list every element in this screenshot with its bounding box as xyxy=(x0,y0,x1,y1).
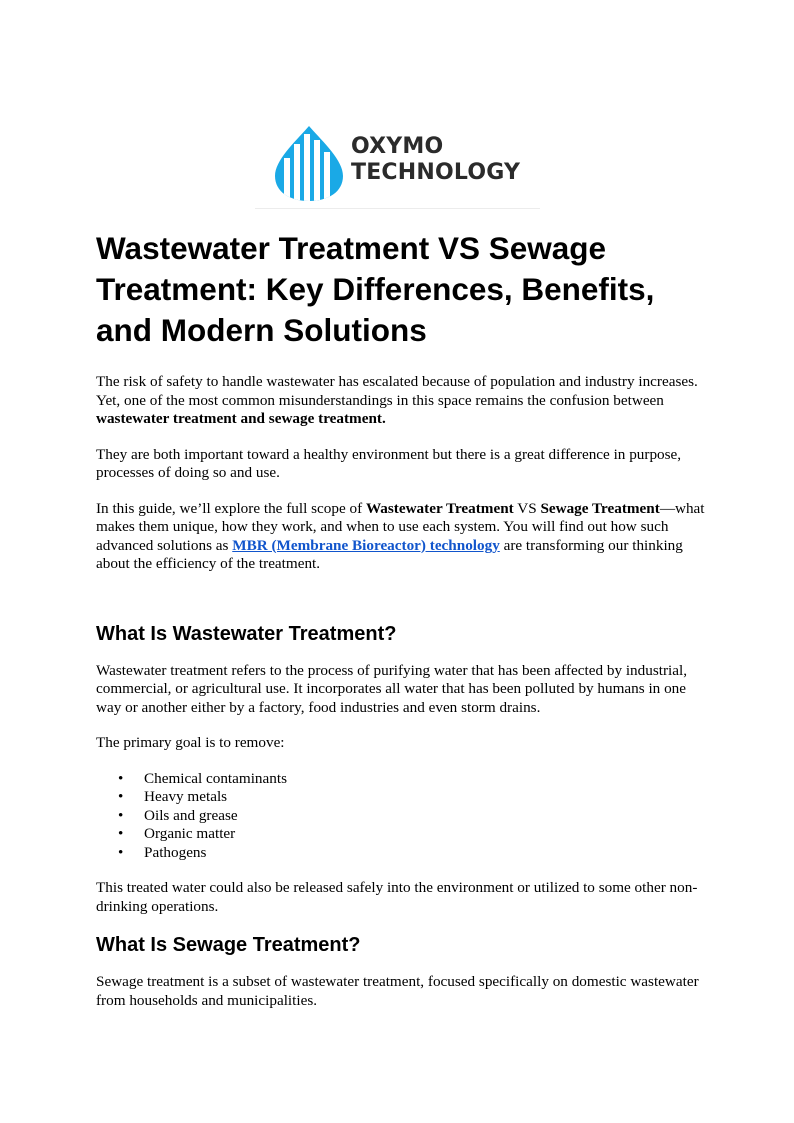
bullet-icon: • xyxy=(118,769,124,787)
list-item xyxy=(118,770,706,789)
section-heading-sewage: What Is Sewage Treatment? xyxy=(96,934,361,956)
list-item xyxy=(118,788,706,807)
list-item-label: Chemical contaminants xyxy=(144,769,287,787)
company-logo xyxy=(255,120,540,212)
contaminants-list xyxy=(118,770,706,863)
intro-text: —what makes them unique, how they work, and when to use each system. You will find out how such advanced solutions as xyxy=(96,499,705,554)
list-item-label: Oils and grease xyxy=(144,806,238,824)
intro-bold: wastewater treatment and sewage treatment. xyxy=(96,410,386,427)
section1-paragraph-3: This treated water could also be released safely into the environment or utilized to some other non-drinking operations. xyxy=(96,879,698,915)
bullet-icon: • xyxy=(118,825,124,842)
list-item xyxy=(118,844,706,863)
intro-paragraph-2: They are both important toward a healthy environment but there is a great difference in purpose, processes of doing so and use. xyxy=(96,445,682,481)
logo-line-1: OXYMO xyxy=(351,134,444,159)
intro-bold: Sewage Treatment xyxy=(540,499,660,517)
list-item-label: Pathogens xyxy=(144,843,207,861)
list-item xyxy=(118,825,706,844)
bullet-icon: • xyxy=(118,806,124,824)
section-heading-wastewater: What Is Wastewater Treatment? xyxy=(96,622,397,645)
bullet-icon: • xyxy=(118,788,124,805)
page-title: Wastewater Treatment VS Sewage Treatment: Key Differences, Benefits, and Modern Solutions xyxy=(96,230,655,348)
intro-text: In this guide, we’ll explore the full scope of xyxy=(96,499,366,517)
list-item xyxy=(118,807,706,826)
mbr-technology-link[interactable]: MBR (Membrane Bioreactor) technology xyxy=(232,536,500,554)
divider xyxy=(255,208,540,209)
section1-paragraph-2: The primary goal is to remove: xyxy=(96,734,285,751)
section2-paragraph-1: Sewage treatment is a subset of wastewater treatment, focused specifically on domestic wastewater from households and municipalities. xyxy=(96,973,699,1009)
intro-text: The risk of safety to handle wastewater has escalated because of population and industry increases. Yet, one of the most common misunderstandings in this space remains the confusion between xyxy=(96,373,698,409)
logo-line-2: TECHNOLOGY xyxy=(351,160,521,185)
intro-text: are transforming our thinking about the efficiency of the treatment. xyxy=(96,536,683,572)
intro-paragraph-1 xyxy=(96,373,706,429)
intro-bold: Wastewater Treatment xyxy=(365,499,514,517)
list-item-label: Organic matter xyxy=(144,825,236,842)
article-body xyxy=(96,228,706,1010)
bullet-icon: • xyxy=(118,843,124,861)
logo-wordmark xyxy=(351,134,520,186)
building-drop-icon xyxy=(273,124,345,202)
intro-paragraph-3 xyxy=(96,500,706,574)
intro-text: VS xyxy=(513,499,541,517)
section1-paragraph-1: Wastewater treatment refers to the process of purifying water that has been affected by industrial, commercial, or agricultural use. It incorporates all water that has been polluted by humans in one way or another either by a factory, food industries and even storm drains. xyxy=(96,661,687,716)
list-item-label: Heavy metals xyxy=(144,788,228,805)
